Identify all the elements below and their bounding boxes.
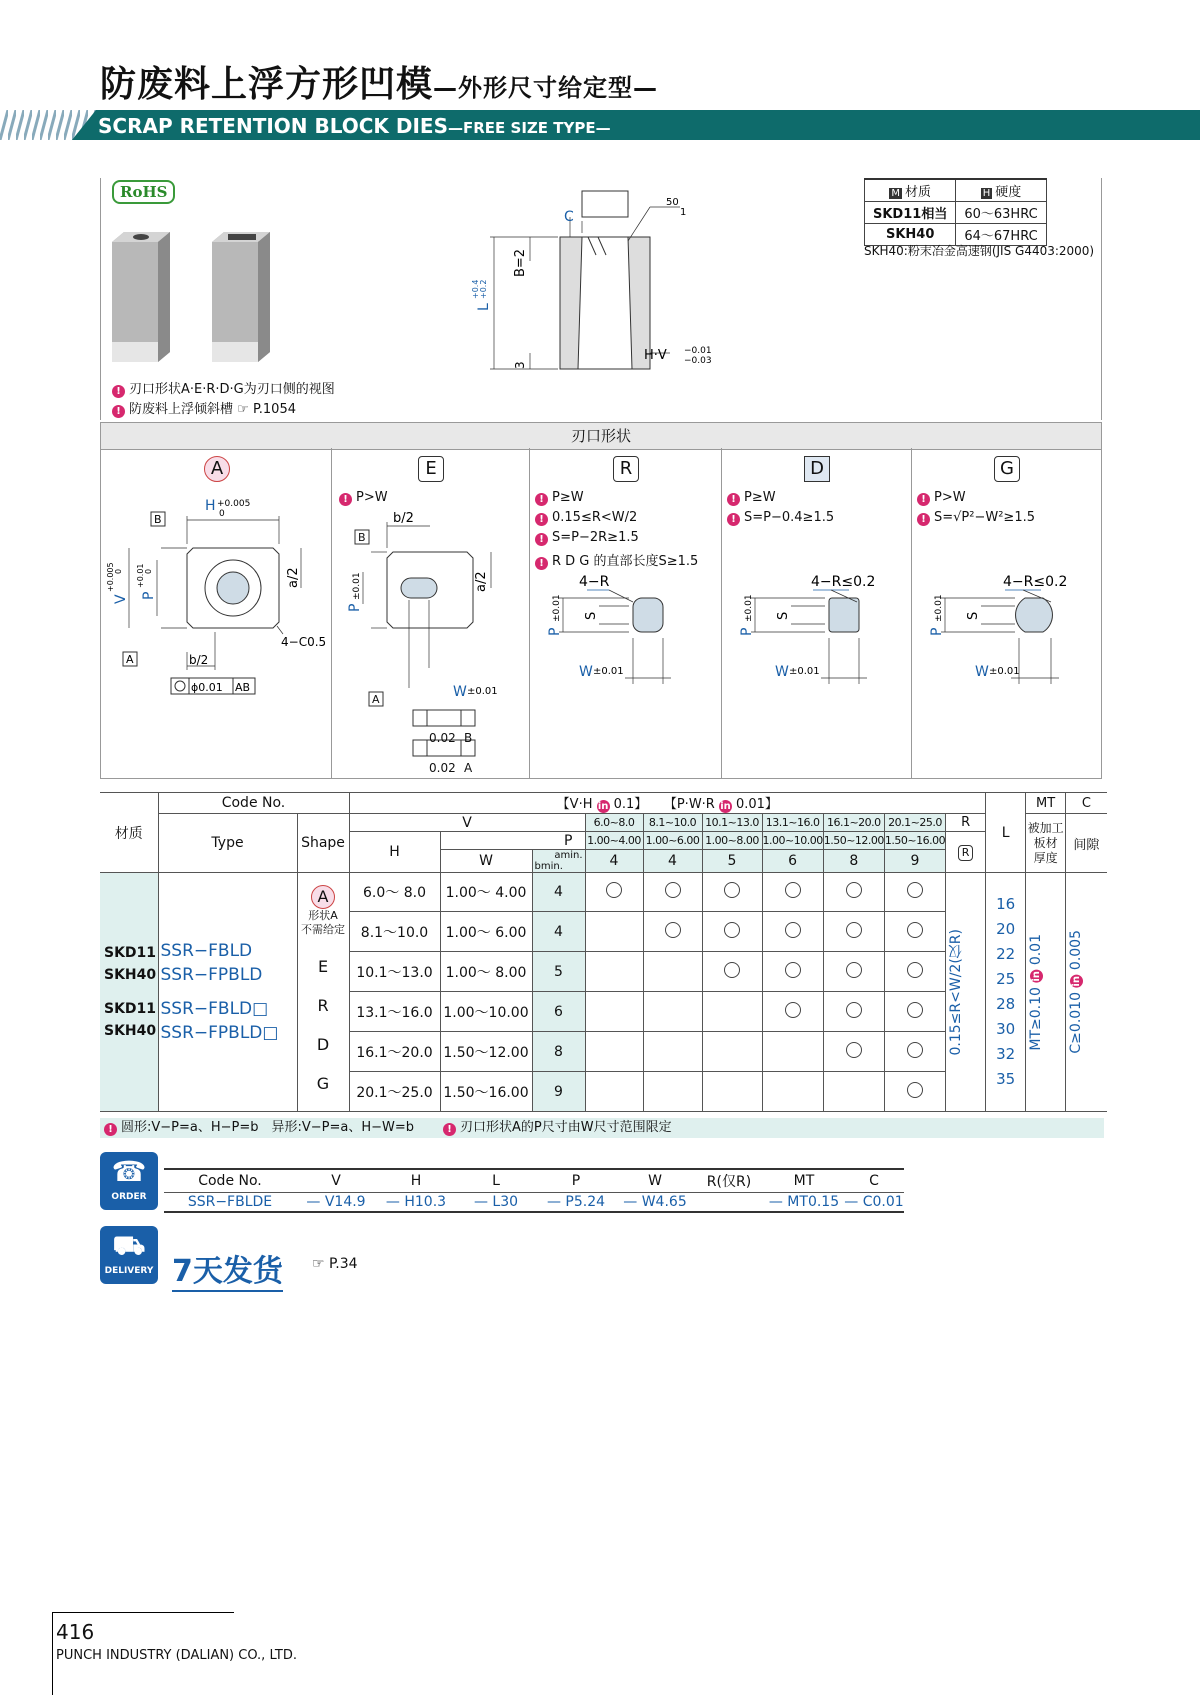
w-range-cell: 1.00～ 4.00 — [440, 873, 532, 912]
spec-table — [100, 792, 1107, 1112]
e-tol-ref1: B — [464, 731, 473, 745]
w-range: 1.00~6.00 — [643, 832, 702, 850]
order-header: R(仅R) — [694, 1169, 764, 1193]
title-en: SCRAP RETENTION BLOCK DIES—FREE SIZE TYPE— — [98, 114, 611, 138]
a-label-p-tol-dn: 0 — [144, 568, 153, 574]
w-range: 1.50~16.00 — [884, 832, 945, 850]
a-label-h-tol-up: +0.005 — [217, 499, 251, 509]
a-label-c05: 4−C0.5 — [281, 635, 327, 649]
r-header: R — [946, 814, 986, 832]
e-datum-a: A — [372, 693, 380, 706]
h-range: 20.1～25.0 — [349, 1072, 440, 1112]
shape-r-letter: R — [613, 456, 639, 482]
shape-g-cond: ! S=√P²−W²≥1.5 — [917, 510, 1035, 526]
a-tol-ref: AB — [235, 681, 251, 694]
amin-value: 4 — [643, 850, 702, 873]
amin-value: 4 — [585, 850, 643, 873]
label-c: C — [564, 209, 574, 225]
hardness-header: H 硬度 — [956, 179, 1046, 202]
bmin-value: 4 — [532, 912, 585, 952]
avail-mark — [884, 992, 945, 1032]
avail-mark — [643, 1072, 702, 1112]
hardness-cell: 64～67HRC — [956, 224, 1046, 246]
avail-mark — [762, 912, 823, 952]
avail-mark — [823, 873, 884, 912]
shape-a-letter: A — [204, 456, 230, 482]
order-header: P — [536, 1169, 616, 1193]
label-l-tol-up: +0.4 — [471, 279, 480, 299]
phone-icon: ☎ — [111, 1155, 147, 1188]
p-range: 13.1~16.0 — [762, 814, 823, 832]
shapes-heading: 刃口形状 — [100, 422, 1102, 450]
material-icon: M — [891, 188, 900, 199]
step-note: 【V·H in 0.1】 【P·W·R in 0.01】 — [349, 793, 986, 814]
avail-mark — [823, 912, 884, 952]
shape-g-letter: G — [994, 456, 1020, 482]
hardness-icon: H — [982, 188, 991, 199]
e-label-p-tol: ±0.01 — [352, 572, 362, 600]
d-label-w: W — [775, 664, 789, 680]
section-drawing — [470, 185, 730, 380]
table-footnote: ! 圆形:V−P=a、H−P=b 异形:V−P=a、H−W=b ! 刃口形状A的P尺寸由W尺寸范围限定 — [100, 1118, 1104, 1138]
delivery-ref[interactable]: ☞ P.34 — [312, 1256, 358, 1272]
l-header: L — [986, 793, 1026, 873]
shape-r-drawing — [529, 568, 721, 778]
delivery-icon: ⛟ DELIVERY — [100, 1226, 158, 1284]
order-header: H — [376, 1169, 456, 1193]
p-range: 8.1~10.0 — [643, 814, 702, 832]
amin-value: 9 — [884, 850, 945, 873]
e-tol-val2: 0.02 — [429, 761, 456, 775]
avail-mark — [643, 1032, 702, 1072]
g-label-p: P — [929, 627, 945, 636]
type-list: SSR−FBLD SSR−FPBLD SSR−FBLD□ SSR−FPBLD□ — [158, 873, 297, 1112]
label-hv-tol-dn: −0.03 — [684, 356, 712, 366]
w-range: 1.00~8.00 — [702, 832, 762, 850]
shape-r-panel — [529, 448, 722, 778]
avail-mark — [884, 1032, 945, 1072]
label-b: B=2 — [513, 248, 528, 277]
avail-mark — [585, 912, 643, 952]
h-range: 10.1～13.0 — [349, 952, 440, 992]
note-slot-ref[interactable]: P.1054 — [252, 402, 296, 417]
a-label-p-tol-up: +0.01 — [136, 563, 145, 588]
e-tol-val1: 0.02 — [429, 731, 456, 745]
material-header: M 材质 — [865, 179, 956, 202]
g-label-4r: 4−R≤0.2 — [1003, 574, 1068, 590]
w-range-cell: 1.00～10.00 — [440, 992, 532, 1032]
a-label-v-tol-up: +0.005 — [106, 562, 115, 592]
step-icon: in — [597, 801, 609, 812]
avail-mark — [762, 952, 823, 992]
p-range: 6.0~8.0 — [585, 814, 643, 832]
material-cell: SKH40 — [865, 224, 956, 246]
h-range: 8.1～10.0 — [349, 912, 440, 952]
company-name: PUNCH INDUSTRY (DALIAN) CO., LTD. — [56, 1648, 297, 1663]
a-datum-a: A — [126, 653, 134, 666]
order-header: C — [844, 1169, 904, 1193]
a-datum-b: B — [154, 513, 162, 526]
order-header: L — [456, 1169, 536, 1193]
avail-mark — [884, 1072, 945, 1112]
step-icon: in — [1031, 970, 1043, 982]
a-label-v-tol-dn: 0 — [114, 568, 123, 574]
delivery-text: 7天发货 — [172, 1246, 283, 1292]
e-label-p: P — [347, 603, 363, 612]
avail-mark — [762, 873, 823, 912]
order-example-table — [164, 1168, 904, 1213]
p-range: 10.1~13.0 — [702, 814, 762, 832]
shape-d-cond: ! P≥W — [727, 490, 776, 506]
avail-mark — [585, 992, 643, 1032]
avail-mark — [585, 1032, 643, 1072]
e-label-w: W — [453, 684, 467, 700]
avail-mark — [823, 1072, 884, 1112]
avail-mark — [884, 873, 945, 912]
h-range: 13.1～16.0 — [349, 992, 440, 1032]
g-label-w: W — [975, 664, 989, 680]
r-label-w: W — [579, 664, 593, 680]
r-icon-cell — [946, 832, 986, 873]
shape-e-cond: ! P>W — [339, 490, 388, 506]
table-row — [100, 873, 1107, 912]
avail-mark — [702, 952, 762, 992]
label-three: 3 — [513, 361, 527, 369]
bmin-value: 5 — [532, 952, 585, 992]
c-header: C — [1066, 793, 1107, 814]
p-header: P — [440, 832, 585, 850]
order-header: Code No. — [164, 1169, 296, 1193]
avail-mark — [762, 1032, 823, 1072]
w-range-cell: 1.00～ 8.00 — [440, 952, 532, 992]
pointer-icon: ☞ — [312, 1256, 325, 1272]
w-range-cell: 1.50～16.00 — [440, 1072, 532, 1112]
d-label-w-tol: ±0.01 — [789, 666, 820, 677]
page-number: 416 — [56, 1620, 95, 1644]
w-range-cell: 1.00～ 6.00 — [440, 912, 532, 952]
order-value: — MT0.15 — [764, 1193, 844, 1213]
shape-e-panel — [331, 448, 530, 778]
avail-mark — [643, 992, 702, 1032]
page-title: 防废料上浮方形凹模—外形尺寸给定型— — [100, 64, 659, 105]
c-range-cell: C≥0.010 in 0.005 — [1066, 873, 1107, 1112]
h-range: 16.1～20.0 — [349, 1032, 440, 1072]
avail-mark — [702, 873, 762, 912]
label-l-tol-dn: +0.2 — [479, 279, 488, 299]
avail-mark — [643, 912, 702, 952]
order-value: — V14.9 — [296, 1193, 376, 1213]
r-label-p-tol: ±0.01 — [552, 594, 562, 622]
shape-d-drawing — [721, 568, 911, 778]
material-table — [864, 178, 1047, 246]
e-label-a2: a/2 — [474, 571, 489, 592]
step-icon: in — [1071, 975, 1083, 987]
bmin-value: 4 — [532, 873, 585, 912]
a-label-p: P — [141, 591, 157, 600]
amin-value: 5 — [702, 850, 762, 873]
a-label-b2: b/2 — [189, 653, 209, 667]
avail-mark — [643, 873, 702, 912]
avail-mark — [643, 952, 702, 992]
shape-d-panel — [721, 448, 912, 778]
r-label-s: S — [584, 611, 599, 620]
shape-r-cond: ! S=P−2R≥1.5 — [535, 530, 639, 546]
amin-bmin-header: amin. bmin. — [532, 850, 585, 873]
bmin-value: 6 — [532, 992, 585, 1032]
mt-desc: 被加工 板材 厚度 — [1026, 814, 1066, 873]
order-value: — L30 — [456, 1193, 536, 1213]
w-range: 1.00~4.00 — [585, 832, 643, 850]
order-value: — H10.3 — [376, 1193, 456, 1213]
rohs-badge: RoHS — [112, 180, 175, 204]
order-value: — C0.01 — [844, 1194, 904, 1210]
w-range-cell: 1.50～12.00 — [440, 1032, 532, 1072]
avail-mark — [823, 952, 884, 992]
w-header: W — [440, 850, 532, 873]
d-label-p-tol: ±0.01 — [744, 594, 754, 622]
note-shape-view: ! 刃口形状A·E·R·D·G为刃口侧的视图 — [112, 378, 335, 398]
e-datum-b: B — [358, 531, 366, 544]
h-range: 6.0～ 8.0 — [349, 873, 440, 912]
bmin-value: 8 — [532, 1032, 585, 1072]
r-icon: R — [958, 845, 973, 861]
label-l: L — [476, 303, 492, 311]
label-one: 1 — [680, 207, 687, 218]
order-header: MT — [764, 1169, 844, 1193]
v-header: V — [349, 814, 585, 832]
r-label-p: P — [547, 627, 563, 636]
order-value — [694, 1193, 764, 1213]
material-cell: SKD11相当 — [865, 202, 956, 224]
avail-mark — [585, 1072, 643, 1112]
footer-rule — [52, 1612, 234, 1613]
avail-mark — [823, 1032, 884, 1072]
a-label-h: H — [205, 498, 216, 514]
order-value: — P5.24 — [536, 1193, 616, 1213]
mt-header: MT — [1026, 793, 1066, 814]
shape-g-cond: ! P>W — [917, 490, 966, 506]
hardness-cell: 60～63HRC — [956, 202, 1046, 224]
shape-header: Shape — [297, 814, 349, 873]
type-header: Type — [158, 814, 297, 873]
g-label-w-tol: ±0.01 — [989, 666, 1020, 677]
shape-a-panel — [101, 448, 332, 778]
w-range: 1.00~10.00 — [762, 832, 823, 850]
amin-value: 8 — [823, 850, 884, 873]
bmin-value: 9 — [532, 1072, 585, 1112]
material-list: SKD11 SKH40 SKD11 SKH40 — [100, 873, 158, 1112]
p-range: 16.1~20.0 — [823, 814, 884, 832]
h-header: H — [349, 832, 440, 873]
r-label-w-tol: ±0.01 — [593, 666, 624, 677]
l-values: 16 20 22 25 28 30 32 35 — [986, 873, 1026, 1112]
order-header: V — [296, 1169, 376, 1193]
shape-a-drawing — [101, 488, 331, 778]
avail-mark — [702, 912, 762, 952]
c-desc: 间隙 — [1066, 814, 1107, 873]
e-label-b2: b/2 — [393, 511, 414, 526]
note-slot: ! 防废料上浮倾斜槽 ☞ P.1054 — [112, 398, 296, 418]
order-value: SSR−FBLDE — [164, 1193, 296, 1213]
d-label-s: S — [776, 611, 791, 620]
shapes-row — [100, 448, 1102, 779]
d-label-p: P — [739, 627, 755, 636]
material-note: SKH40:粉末冶金高速钢(JIS G4403:2000) — [864, 244, 1095, 258]
mt-range-cell: MT≥0.10 in 0.01 — [1026, 873, 1066, 1112]
g-label-p-tol: ±0.01 — [934, 594, 944, 622]
product-photo — [110, 228, 280, 368]
label-hv-tol-up: −0.01 — [684, 346, 712, 356]
avail-mark — [702, 992, 762, 1032]
avail-mark — [762, 1072, 823, 1112]
step-icon: in — [720, 801, 731, 812]
material-col-header: 材质 — [100, 793, 158, 873]
label-angle: 50 — [666, 197, 679, 208]
a-label-v: V — [113, 594, 129, 604]
avail-mark — [823, 992, 884, 1032]
d-label-4r: 4−R≤0.2 — [811, 574, 876, 590]
avail-mark — [585, 873, 643, 912]
r-range-cell: 0.15≤R<W/2(仅R) — [946, 873, 986, 1112]
shape-r-cond: ! R D G 的直部长度S≥1.5 — [535, 550, 698, 570]
r-label-4r: 4−R — [579, 574, 610, 590]
shape-d-cond: ! S=P−0.4≥1.5 — [727, 510, 834, 526]
avail-mark — [702, 1072, 762, 1112]
truck-icon: ⛟ — [112, 1231, 146, 1261]
order-icon: ☎ ORDER — [100, 1152, 158, 1210]
label-hv: H·V — [644, 348, 667, 363]
avail-mark — [585, 952, 643, 992]
avail-mark — [884, 912, 945, 952]
shape-r-cond: ! P≥W — [535, 490, 584, 506]
avail-mark — [762, 992, 823, 1032]
e-tol-ref2: A — [464, 761, 473, 775]
a-tol-pos: ϕ0.01 — [191, 681, 223, 694]
shape-g-panel — [911, 448, 1101, 778]
shape-g-drawing — [911, 568, 1101, 778]
p-range: 20.1~25.0 — [884, 814, 945, 832]
avail-mark — [702, 1032, 762, 1072]
code-no-header: Code No. — [158, 793, 349, 814]
g-label-s: S — [966, 611, 981, 620]
amin-value: 6 — [762, 850, 823, 873]
avail-mark — [884, 952, 945, 992]
w-range: 1.50~12.00 — [823, 832, 884, 850]
footer-vrule — [52, 1612, 53, 1695]
shape-e-letter: E — [418, 456, 444, 482]
shape-r-cond: ! 0.15≤R<W/2 — [535, 510, 637, 526]
shape-list: A 形状A 不需给定 E R D G — [297, 873, 349, 1112]
a-label-h-tol-dn: 0 — [219, 509, 225, 519]
e-label-w-tol: ±0.01 — [467, 686, 498, 697]
shape-d-letter: D — [804, 456, 830, 482]
a-label-a2: a/2 — [286, 567, 301, 588]
pointer-icon: ☞ — [237, 402, 249, 417]
order-header: W — [616, 1169, 694, 1193]
order-value: — W4.65 — [616, 1193, 694, 1213]
